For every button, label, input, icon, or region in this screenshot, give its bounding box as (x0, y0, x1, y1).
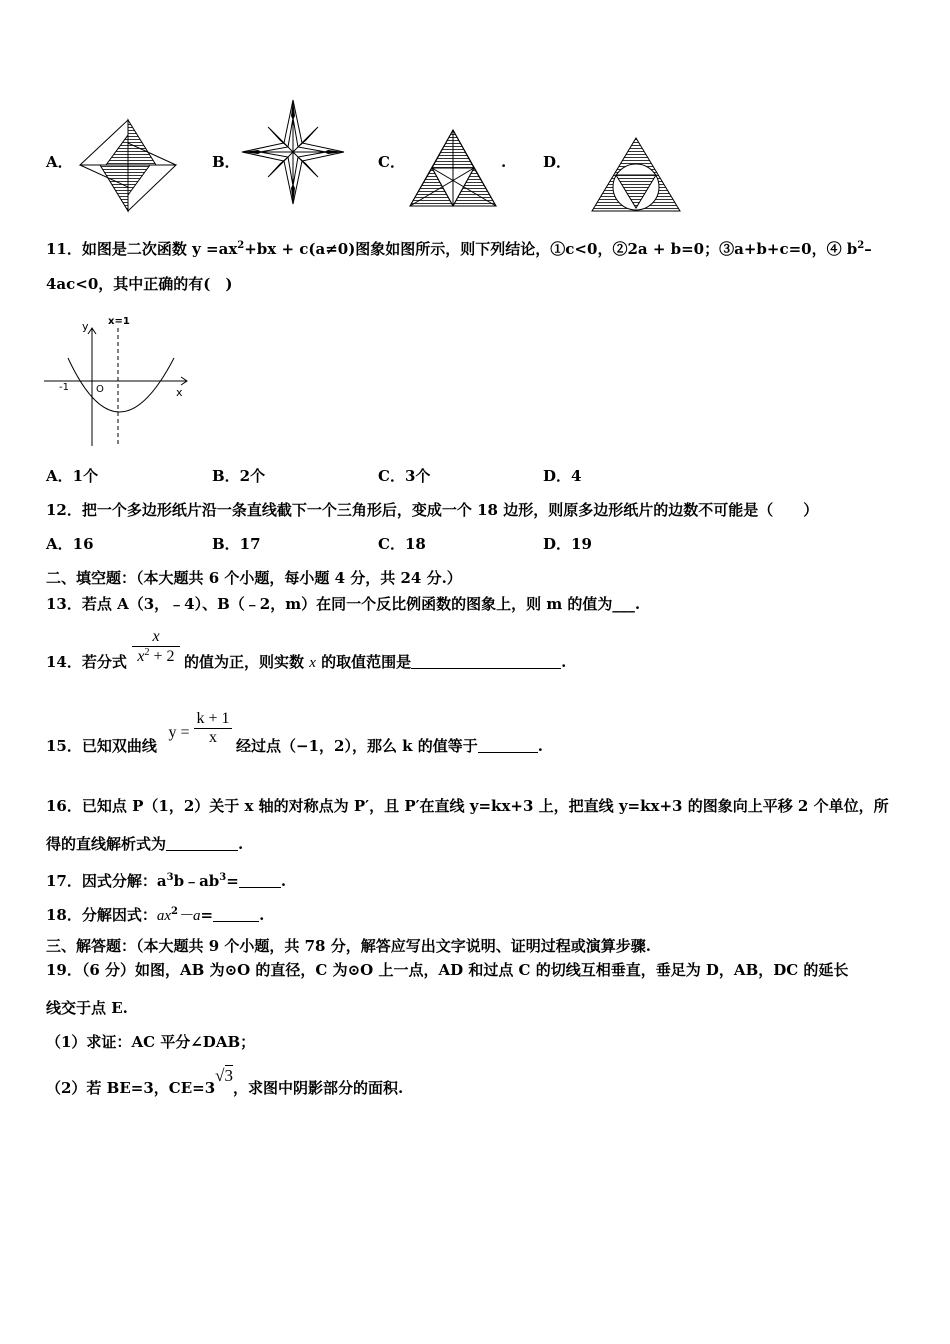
q10-option-c-dot: . (501, 153, 507, 171)
q15-pre: 15．已知双曲线 (46, 737, 157, 755)
q19-line2: 线交于点 E. (46, 999, 128, 1017)
q11-option-b: B．2个 (212, 467, 266, 485)
q10-option-a: A． (46, 153, 73, 171)
q13-text: 13．若点 A（3，﹣4）、B（﹣2，m）在同一个反比例函数的图象上，则 m 的值为___. (46, 595, 641, 613)
q16-line1: 16．已知点 P（1，2）关于 x 轴的对称点为 P′，且 P′在直线 y=kx+3 上，把直线 y=kx+3 的图象向上平移 2 个单位，所 (46, 797, 889, 815)
q10-option-d: D． (543, 153, 572, 171)
q11-line1: 11．如图是二次函数 $y =ax^2+bx + c(a\ne 0)$图象如图所示，则下列结论，①c<0，②2a + b=0；③a+b+c=0，④ $b^2-$ (46, 240, 872, 258)
q11-option-c: C．3个 (378, 467, 431, 485)
q11-line2: 4ac<0，其中正确的有( ) (46, 275, 233, 293)
q14-numerator: x (152, 628, 160, 645)
compass-star-figure (240, 98, 346, 206)
q12-option-d: D．19 (543, 535, 592, 553)
origin-label: O (96, 384, 104, 395)
sqrt-symbol: √3 (215, 1066, 233, 1085)
q11-option-d: D．4 (543, 467, 582, 485)
neg-one-label: -1 (59, 382, 69, 393)
q19-line1: 19．（6 分）如图，AB 为⊙O 的直径，C 为⊙O 上一点，AD 和过点 C 的切线互相垂直，垂足为 D，AB，DC 的延长 (46, 961, 849, 979)
q10-option-c: C． (378, 153, 405, 171)
q12-option-b: B．17 (212, 535, 261, 553)
q17-text: 17．因式分解：$a^3b﹣ab^3=$ . (46, 872, 287, 890)
q12-option-a: A．16 (46, 535, 94, 553)
q14-denominator: $x^2 + 2$ (132, 646, 180, 666)
q12-option-c: C．18 (378, 535, 426, 553)
q18-text: 18．分解因式：$ax^2-a=$ . (46, 906, 265, 924)
q12-text: 12．把一个多边形纸片沿一条直线截下一个三角形后，变成一个 18 边形，则原多边形纸片的边数不可能是（ ） (46, 501, 819, 519)
q14-pre: 14．若分式 (46, 653, 127, 671)
q16-line2: 得的直线解析式为 . (46, 835, 244, 853)
x-axis-label: x (176, 386, 183, 399)
q15-numerator: k + 1 (196, 710, 230, 727)
pinwheel-figure (78, 115, 182, 219)
q19-part2: （2）若 BE=3，CE=3√3，求图中阴影部分的面积. (46, 1066, 404, 1097)
hatched-triangle-figure (408, 128, 498, 210)
section-3-heading: 三、解答题：（本大题共 9 个小题，共 78 分，解答应写出文字说明、证明过程或演算步骤. (46, 937, 651, 955)
q10-option-b: B． (212, 153, 240, 171)
q19-part1: （1）求证：AC 平分∠DAB； (46, 1033, 256, 1051)
y-axis-label: y (82, 320, 89, 333)
q15-post: 经过点（−1，2），那么 k 的值等于 . (236, 737, 544, 755)
q14-fraction (132, 628, 180, 666)
q15-denominator: x (194, 728, 232, 747)
triangle-circle-figure (590, 136, 682, 214)
section-2-heading: 二、填空题：（本大题共 6 个小题，每小题 4 分，共 24 分.） (46, 569, 462, 587)
q15-fraction (194, 710, 232, 747)
axis-of-symmetry-label: x=1 (108, 316, 130, 327)
parabola-graph (42, 316, 192, 448)
q14-post: 的值为正，则实数 x 的取值范围是 . (184, 653, 567, 671)
q15-lhs: y = (168, 724, 190, 741)
q11-option-a: A．1个 (46, 467, 99, 485)
